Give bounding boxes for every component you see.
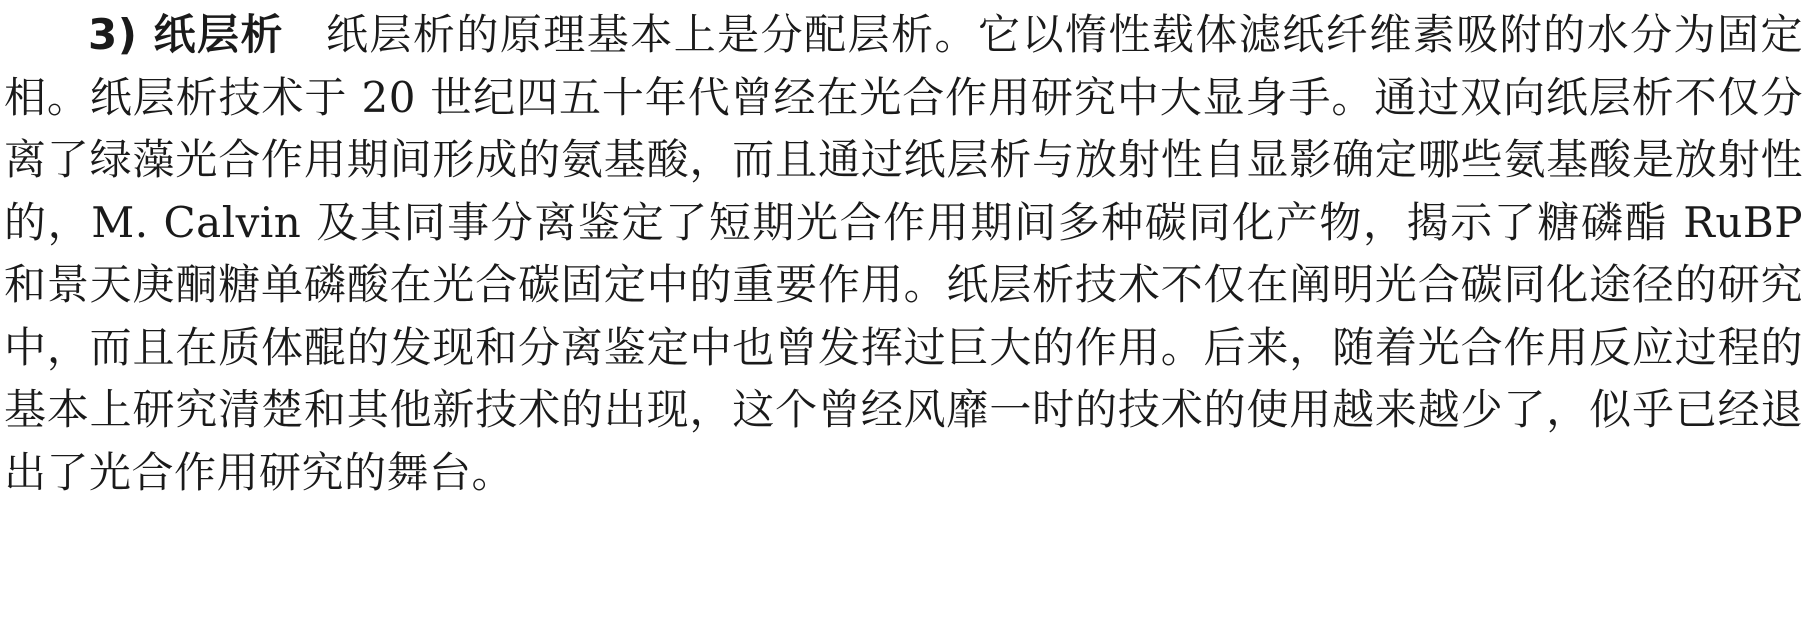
section-body-text: 纸层析的原理基本上是分配层析。它以惰性载体滤纸纤维素吸附的水分为固定相。纸层析技术于 20 世纪四五十年代曾经在光合作用研究中大显身手。通过双向纸层析不仅分离了绿藻光合作用期间形成的氨基酸，而且通过纸层析与放射性自显影确定哪些氨基酸是放射性的，M. Calvin 及其同事分离鉴定了短期光合作用期间多种碳同化产物，揭示了糖磷酯 RuBP 和景天庚酮糖单磷酸在光合碳固定中的重要作用。纸层析技术不仅在阐明光合碳同化途径的研究中，而且在质体醌的发现和分离鉴定中也曾发挥过巨大的作用。后来，随着光合作用反应过程的基本上研究清楚和其他新技术的出现，这个曾经风靡一时的技术的使用越来越少了，似乎已经退出了光合作用研究的舞台。 [4,10,1803,497]
section-paragraph [4,4,1803,504]
section-heading: 3) 纸层析 [88,10,284,59]
